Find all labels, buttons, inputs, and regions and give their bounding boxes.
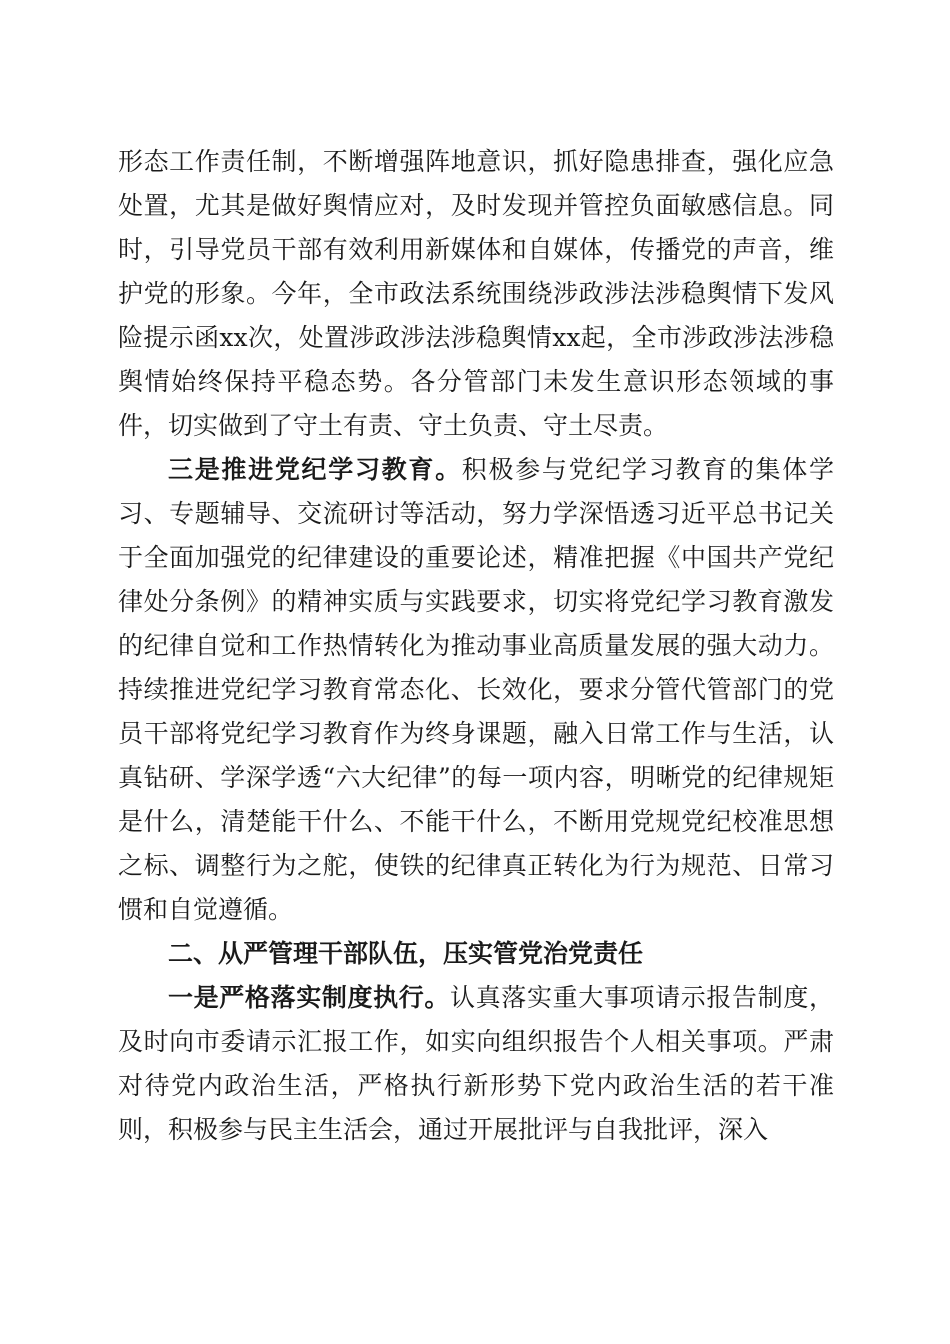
paragraph-lead: 三是推进党纪学习教育。 [168, 455, 462, 484]
paragraph-party-discipline-education [118, 448, 834, 932]
paragraph-system-implementation [118, 976, 834, 1152]
paragraph-text: 形态工作责任制，不断增强阵地意识，抓好隐患排查，强化应急处置，尤其是做好舆情应对，及时发现并管控负面敏感信息。同时，引导党员干部有效利用新媒体和自媒体，传播党的声音，维护党的形象。今年，全市政法系统围绕涉政涉法涉稳舆情下发风险提示函xx次，处置涉政涉法涉稳舆情xx起，全市涉政涉法涉稳舆情始终保持平稳态势。各分管部门未发生意识形态领域的事件，切实做到了守土有责、守土负责、守土尽责。 [118, 147, 834, 440]
paragraph-text: 积极参与党纪学习教育的集体学习、专题辅导、交流研讨等活动，努力学深悟透习近平总书记关于全面加强党的纪律建设的重要论述，精准把握《中国共产党纪律处分条例》的精神实质与实践要求，切实将党纪学习教育激发的纪律自觉和工作热情转化为推动事业高质量发展的强大动力。持续推进党纪学习教育常态化、长效化，要求分管代管部门的党员干部将党纪学习教育作为终身课题，融入日常工作与生活，认真钻研、学深学透“六大纪律”的每一项内容，明晰党的纪律规矩是什么，清楚能干什么、不能干什么，不断用党规党纪校准思想之标、调整行为之舵，使铁的纪律真正转化为行为规范、日常习惯和自觉遵循。 [118, 455, 834, 924]
paragraph-continuation [118, 140, 834, 448]
paragraph-lead: 一是严格落实制度执行。 [168, 983, 451, 1012]
section-heading: 二、从严管理干部队伍，压实管党治党责任 [168, 939, 644, 968]
document-page [118, 140, 834, 1152]
paragraph-text: 认真落实重大事项请示报告制度，及时向市委请示汇报工作，如实向组织报告个人相关事项。严肃对待党内政治生活，严格执行新形势下党内政治生活的若干准则，积极参与民主生活会，通过开展批评与自我批评，深入 [118, 983, 834, 1144]
